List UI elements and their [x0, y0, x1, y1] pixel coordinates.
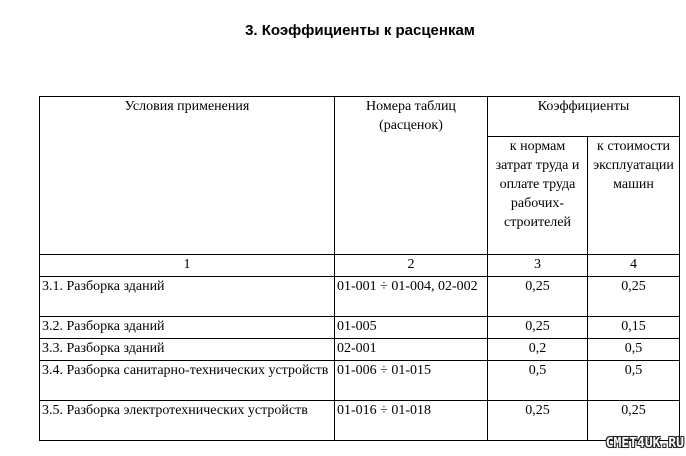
- machine-coefficient-cell: 0,5: [588, 339, 680, 361]
- condition-cell: 3.3. Разборка зданий: [40, 339, 335, 361]
- header-machine-coefficient: к стоимости эксплуатации машин: [588, 137, 680, 255]
- table-numbers-cell: 01-005: [335, 317, 488, 339]
- site-watermark: СМЕТ4UK.RU: [605, 436, 684, 451]
- column-number: 3: [488, 255, 588, 277]
- labor-coefficient-cell: 0,5: [488, 361, 588, 401]
- table-row: [40, 277, 680, 317]
- column-number: 1: [40, 255, 335, 277]
- condition-cell: 3.1. Разборка зданий: [40, 277, 335, 317]
- labor-coefficient-cell: 0,25: [488, 277, 588, 317]
- machine-coefficient-cell: 0,5: [588, 361, 680, 401]
- machine-coefficient-cell: 0,25: [588, 401, 680, 441]
- machine-coefficient-cell: 0,15: [588, 317, 680, 339]
- table-row: [40, 317, 680, 339]
- labor-coefficient-cell: 0,25: [488, 401, 588, 441]
- labor-coefficient-cell: 0,2: [488, 339, 588, 361]
- condition-cell: 3.4. Разборка санитарно-технических устройств: [40, 361, 335, 401]
- table-numbers-cell: 02-001: [335, 339, 488, 361]
- table-numbers-cell: 01-001 ÷ 01-004, 02-002: [335, 277, 488, 317]
- header-coefficients: Коэффициенты: [488, 97, 680, 137]
- condition-cell: 3.5. Разборка электротехнических устройств: [40, 401, 335, 441]
- table-numbers-cell: 01-016 ÷ 01-018: [335, 401, 488, 441]
- table-row: [40, 361, 680, 401]
- condition-cell: 3.2. Разборка зданий: [40, 317, 335, 339]
- header-conditions: Условия применения: [40, 97, 335, 255]
- column-numbers-row: [40, 255, 680, 277]
- column-number: 4: [588, 255, 680, 277]
- column-number: 2: [335, 255, 488, 277]
- header-table-numbers: Номера таблиц (расценок): [335, 97, 488, 255]
- header-labor-coefficient: к нормам затрат труда и оплате труда рабочих-строителей: [488, 137, 588, 255]
- labor-coefficient-cell: 0,25: [488, 317, 588, 339]
- coefficients-table: [39, 96, 680, 441]
- page-title: 3. Коэффициенты к расценкам: [245, 22, 475, 39]
- header-row: [40, 97, 680, 137]
- table-row: [40, 401, 680, 441]
- table-numbers-cell: 01-006 ÷ 01-015: [335, 361, 488, 401]
- machine-coefficient-cell: 0,25: [588, 277, 680, 317]
- table-row: [40, 339, 680, 361]
